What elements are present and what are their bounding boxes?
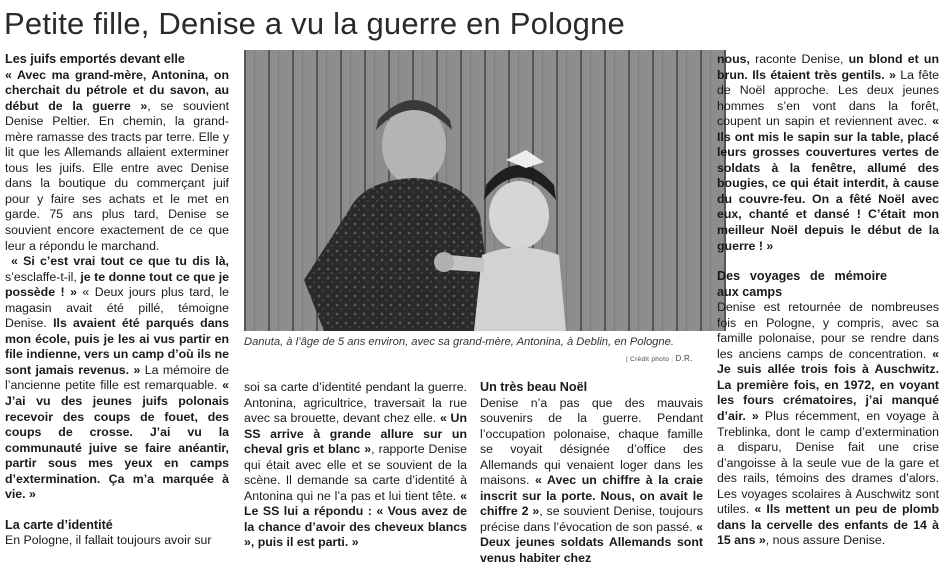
subhead-jews-taken: Les juifs emportés devant elle [5, 52, 185, 66]
subhead-christmas: Un très beau Noël [480, 380, 588, 394]
subhead-memory-trips: Des voyages de mémoire aux camps [717, 269, 887, 299]
paragraph: nous, raconte Denise, un blond et un brun. Ils étaient très gentils. » La fête de Noël approche. Les deux jeunes hommes s’en vont dans la forêt, coupent un sapin et reviennent avec. « Ils ont mis le sapin sur la table, placé leurs grosses couvertures vertes de soldats à la fenêtre, allumé des bougies, ce qui était interdit, à cause du couvre-feu. On a fêté Noël avec eux, chanté et dansé ! C’était mon meilleur Noël depuis le début de la guerre ! » [717, 52, 939, 253]
photo-credit: | Crédit photo : D.R. [626, 354, 693, 363]
paragraph: En Pologne, il fallait toujours avoir sur [5, 533, 212, 548]
paragraph: « Si c’est vrai tout ce que tu dis là, s’esclaffe-t-il, je te donne tout ce que je possède ! » « Deux jours plus tard, le magasin avait été pillé, témoigne Denise. Ils avaient été parqués dans mon école, puis je les ai vus partir en file indienne, vers un camp d’où ils ne sont jamais revenus. » La mémoire de l’ancienne petite fille est remarquable. « J’ai vu des jeunes juifs polonais recevoir des coups de fouet, des coups de crosse. J’ai vu la communauté juive se faire anéantir, partir sous mes yeux en camps d’extermination. Ça m’a marquée à vie. » [5, 254, 229, 502]
article-column-1 [5, 52, 229, 588]
article-column-2 [244, 380, 467, 588]
subhead-id-card: La carte d’identité [5, 517, 113, 532]
grandmother-and-child-photo [244, 50, 726, 331]
article-photo [244, 50, 726, 331]
paragraph: « Avec ma grand-mère, Antonina, on cherchait du pétrole et du savon, au début de la guerre », se souvient Denise Peltier. En chemin, la grand-mère ramasse des tracts par terre. Elle y lit que les Allemands allaient exterminer tous les juifs. Elle entre avec Denise dans la boutique du commerçant juif pour y faire ses achats et le met en garde. 75 ans plus tard, Denise se souvient encore exactement de ce que leur a répondu le marchand. [5, 67, 229, 253]
page-title: Petite fille, Denise a vu la guerre en Pologne [4, 6, 625, 41]
article-column-3 [480, 380, 703, 588]
article-column-4 [717, 52, 939, 588]
paragraph: soi sa carte d’identité pendant la guerre. Antonina, agricultrice, traversait la rue avec sa brouette, devant chez elle. « Un SS arrive à grande allure sur un cheval gris et blanc », rapporte Denise qui était avec elle et se souvient de la scène. Il demande sa carte d’identité à Antonina qui ne l’a pas et lui tient tête. « Le SS lui a répondu : « Vous avez de la chance d’avoir des cheveux blancs », puis il est parti. » [244, 380, 467, 550]
photo-caption: Danuta, à l’âge de 5 ans environ, avec sa grand-mère, Antonina, à Deblin, en Pologne. [244, 336, 674, 348]
paragraph: Denise est retournée de nombreuses fois en Pologne, y compris, avec sa famille polonaise, pour se rendre dans les anciens camps de concentration. « Je suis allée trois fois à Auschwitz. La première fois, en 1972, en voyant les fours crématoires, j’ai manqué d’air. » Plus récemment, en voyage à Treblinka, dont le camp d’extermination a disparu, Denise fait une crise d’angoisse à la seule vue de la gare et des rails, témoins des drames d’alors. Les voyages scolaires à Auschwitz sont utiles. « Ils mettent un peu de plomb dans la cervelle des enfants de 14 à 15 ans », nous assure Denise. [717, 300, 939, 548]
paragraph: Denise n’a pas que des mauvais souvenirs de la guerre. Pendant l’occupation polonaise, chaque famille se voyait désignée d’office des Allemands qui venaient loger dans les maisons. « Avec un chiffre à la craie inscrit sur la porte. Nous, on avait le chiffre 2 », se souvient Denise, toujours précise dans l’évocation de son passé. « Deux jeunes soldats Allemands sont venus habiter chez [480, 395, 703, 566]
